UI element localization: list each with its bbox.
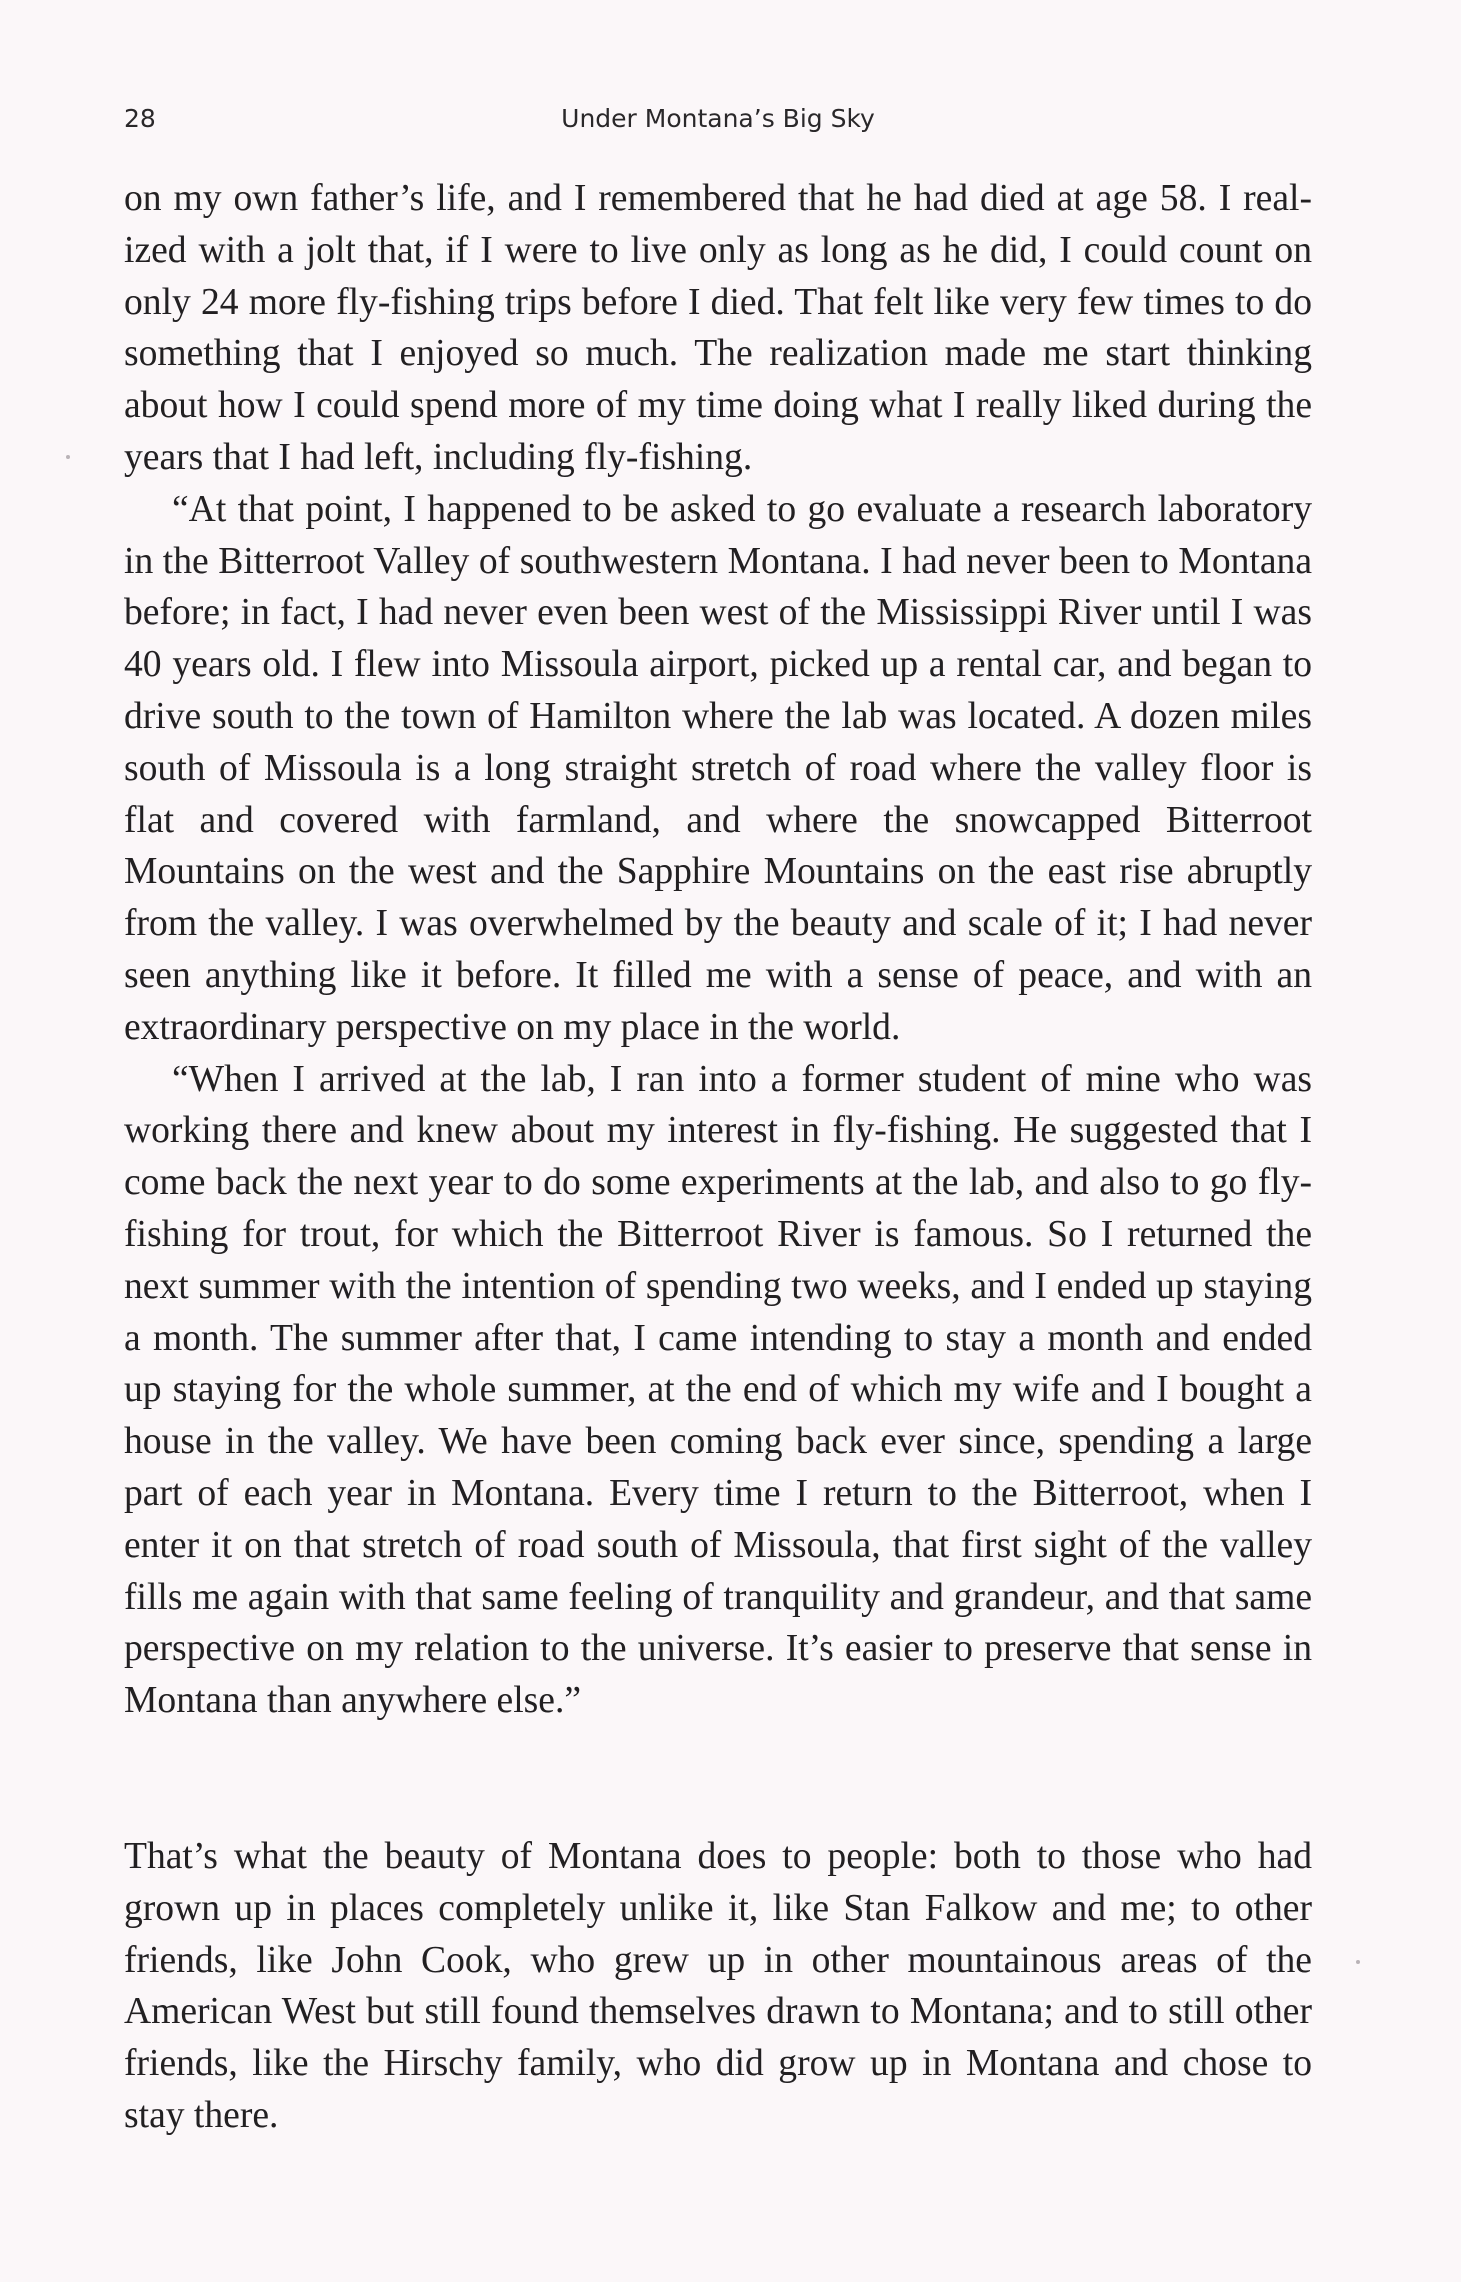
paragraph-quote-research-lab: “At that point, I happened to be asked to go evaluate a research laboratory in the Bitterroot Valley of southwestern Montana. I had never been to Montana before; in fact, I had never even been west of the Mississippi River until I was 40 years old. I flew into Missoula airport, picked up a rental car, and began to drive south to the town of Hamilton where the lab was located. A dozen miles south of Missoula is a long straight stretch of road where the valley floor is flat and covered with farmland, and where the snowcapped Bitterroot Mountains on the west and the Sapphire Mountains on the east rise abruptly from the valley. I was overwhelmed by the beauty and scale of it; I had never seen anything like it before. It filled me with a sense of peace, and with an extraordinary perspective on my place in the world.: [124, 488, 1312, 1048]
page-number: 28: [124, 104, 156, 133]
running-title: Under Montana’s Big Sky: [561, 104, 875, 133]
section-break: [124, 1727, 1312, 1831]
paragraph-quote-return: “When I arrived at the lab, I ran into a former student of mine who was working there and knew about my interest in fly-fishing. He suggested that I come back the next year to do some experiments at the lab, and also to go fly-fishing for trout, for which the Bitterroot River is famous. So I returned the next summer with the intention of spending two weeks, and I ended up staying a month. The summer after that, I came intending to stay a month and ended up staying for the whole summer, at the end of which my wife and I bought a house in the valley. We have been coming back ever since, spending a large part of each year in Montana. Every time I return to the Bitterroot, when I enter it on that stretch of road south of Missoula, that first sight of the valley fills me again with that same feeling of tranquility and grandeur, and that same perspective on my relation to the universe. It’s easier to preserve that sense in Montana than anywhere else.”: [124, 1058, 1312, 1722]
scan-speck: [1356, 1960, 1360, 1964]
paragraph-closing: That’s what the beauty of Montana does to people: both to those who had grown up in places completely unlike it, like Stan Falkow and me; to other friends, like John Cook, who grew up in other mountainous areas of the American West but still found themselves drawn to Montana; and to still other friends, like the Hirschy family, who did grow up in Montana and chose to stay there.: [124, 1835, 1312, 2136]
scan-speck: [66, 455, 70, 459]
running-head: [124, 104, 1312, 148]
paragraph-continued: on my own father’s life, and I remembered that he had died at age 58. I realized with a jolt that, if I were to live only as long as he did, I could count on only 24 more fly-fishing trips before I died. That felt like very few times to do something that I enjoyed so much. The realization made me start thinking about how I could spend more of my time doing what I really liked during the years that I had left, including fly-fishing.: [124, 178, 1312, 478]
body-text: [124, 173, 1312, 2142]
